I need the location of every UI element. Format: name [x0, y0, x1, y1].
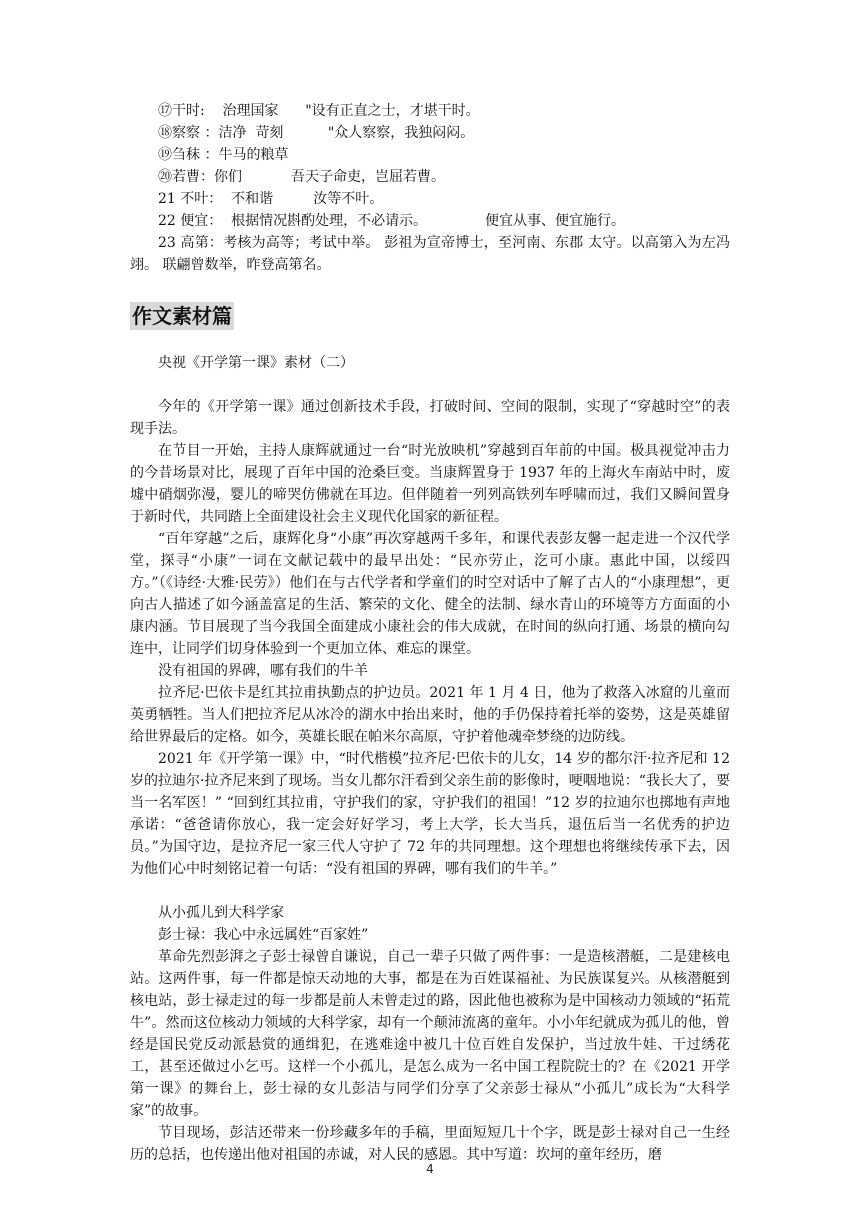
paragraph: 节目现场，彭洁还带来一份珍藏多年的手稿，里面短短几十个字，既是彭士禄对自己一生经历的总括，也传递出他对祖国的赤诚，对人民的感恩。其中写道：坎坷的童年经历，磨	[130, 1125, 730, 1163]
glossary-item: ⑰干时: 治理国家 "设有正直之士，才堪干时。	[158, 103, 480, 119]
paragraph: 在节目一开始，主持人康辉就通过一台“时光放映机”穿越到百年前的中国。极具视觉冲击力的今昔场景对比，展现了百年中国的沧桑巨变。当康辉置身于 1937 年的上海火车南站中时，废墟中硝烟弥漫，婴儿的啼哭仿佛就在耳边。但伴随着一列列高铁列车呼啸而过，我们又瞬间置身于新时代，共同踏上全面建设社会主义现代化国家的新征程。	[130, 443, 730, 525]
paragraph: “百年穿越”之后，康辉化身“小康”再次穿越两千多年，和课代表彭友馨一起走进一个汉代学堂，探寻“小康”一词在文献记载中的最早出处：“民亦劳止，汔可小康。惠此中国，以绥四方。”（《诗经·大雅·民劳》）他们在与古代学者和学童们的时空对话中了解了古人的“小康理想”，更向古人描述了如今涵盖富足的生活、繁荣的文化、健全的法制、绿水青山的环境等方方面面的小康内涵。节目展现了当今我国全面建成小康社会的伟大成就，在时间的纵向打通、场景的横向勾连中，让同学们切身体验到一个更加立体、难忘的课堂。	[130, 531, 730, 657]
glossary-item: ⑲刍秣 ：牛马的粮草	[158, 147, 289, 163]
paragraph: 拉齐尼·巴依卡是红其拉甫执勤点的护边员。2021 年 1 月 4 日，他为了救落入冰窟的儿童而英勇牺牲。当人们把拉齐尼从冰冷的湖水中抬出来时，他的手仍保持着托举的姿势，这是英雄留给世界最后的定格。如今，英雄长眠在帕米尔高原，守护着他魂牵梦绕的边防线。	[130, 685, 730, 745]
subheading: 彭士禄：我心中永远属姓“百家姓”	[158, 927, 369, 943]
paragraph: 今年的《开学第一课》通过创新技术手段，打破时间、空间的限制，实现了“穿越时空”的表现手法。	[130, 399, 730, 437]
glossary-item: 22 便宜： 根据情况斟酌处理，不必请示。 便宜从事、便宜施行。	[158, 213, 626, 229]
page-content	[130, 100, 730, 1166]
glossary-list	[130, 100, 730, 276]
paragraph: 革命先烈彭湃之子彭士禄曾自谦说，自己一辈子只做了两件事：一是造核潜艇，二是建核电站。这两件事，每一件都是惊天动地的大事，都是在为百姓谋福祉、为民族谋复兴。从核潜艇到核电站，彭士禄走过的每一步都是前人未曾走过的路，因此他也被称为是中国核动力领域的“拓荒牛”。然而这位核动力领域的大科学家，却有一个颠沛流离的童年。小小年纪就成为孤儿的他，曾经是国民党反动派悬赏的通缉犯，在逃难途中被几十位百姓自发保护，当过放牛娃、干过绣花工，甚至还做过小乞丐。这样一个小孤儿，是怎么成为一名中国工程院院士的？在《2021 开学第一课》的舞台上，彭士禄的女儿彭洁与同学们分享了父亲彭士禄从“小孤儿”成长为“大科学家”的故事。	[130, 949, 730, 1119]
paragraph-heading: 没有祖国的界碑，哪有我们的牛羊	[158, 663, 368, 679]
glossary-item: ⑳若曹：你们 吾天子命吏，岂屈若曹。	[158, 169, 445, 185]
page-number: 4	[426, 1162, 434, 1176]
section-heading: 作文素材篇	[132, 304, 232, 328]
article-title: 央视《开学第一课》素材（二）	[158, 355, 354, 371]
article-body-2	[130, 946, 730, 1166]
glossary-item: 23 高第：考核为高等；考试中举。 彭祖为宣帝博士，至河南、东郡 太守。以高第入为左冯翊。 联翩曾数举，昨登高第名。	[130, 235, 730, 273]
glossary-item: ⑱察察 ：洁净 苛刻 "众人察察，我独闷闷。	[158, 125, 475, 141]
glossary-item: 21 不叶： 不和谐 汝等不叶。	[158, 191, 384, 207]
article-body-1	[130, 396, 730, 880]
paragraph: 2021 年《开学第一课》中，“时代楷模”拉齐尼·巴依卡的儿女，14 岁的都尔汗·拉齐尼和 12 岁的拉迪尔·拉齐尼来到了现场。当女儿都尔汗看到父亲生前的影像时，哽咽地说：“我长大了，要当一名军医！” “回到红其拉甫，守护我们的家，守护我们的祖国！”12 岁的拉迪尔也掷地有声地承诺：“爸爸请你放心，我一定会好好学习，考上大学，长大当兵，退伍后当一名优秀的护边员。”为国守边，是拉齐尼一家三代人守护了 72 年的共同理想。这个理想也将继续传承下去，因为他们心中时刻铭记着一句话：“没有祖国的界碑，哪有我们的牛羊。”	[130, 751, 730, 877]
subheading: 从小孤儿到大科学家	[158, 905, 284, 921]
